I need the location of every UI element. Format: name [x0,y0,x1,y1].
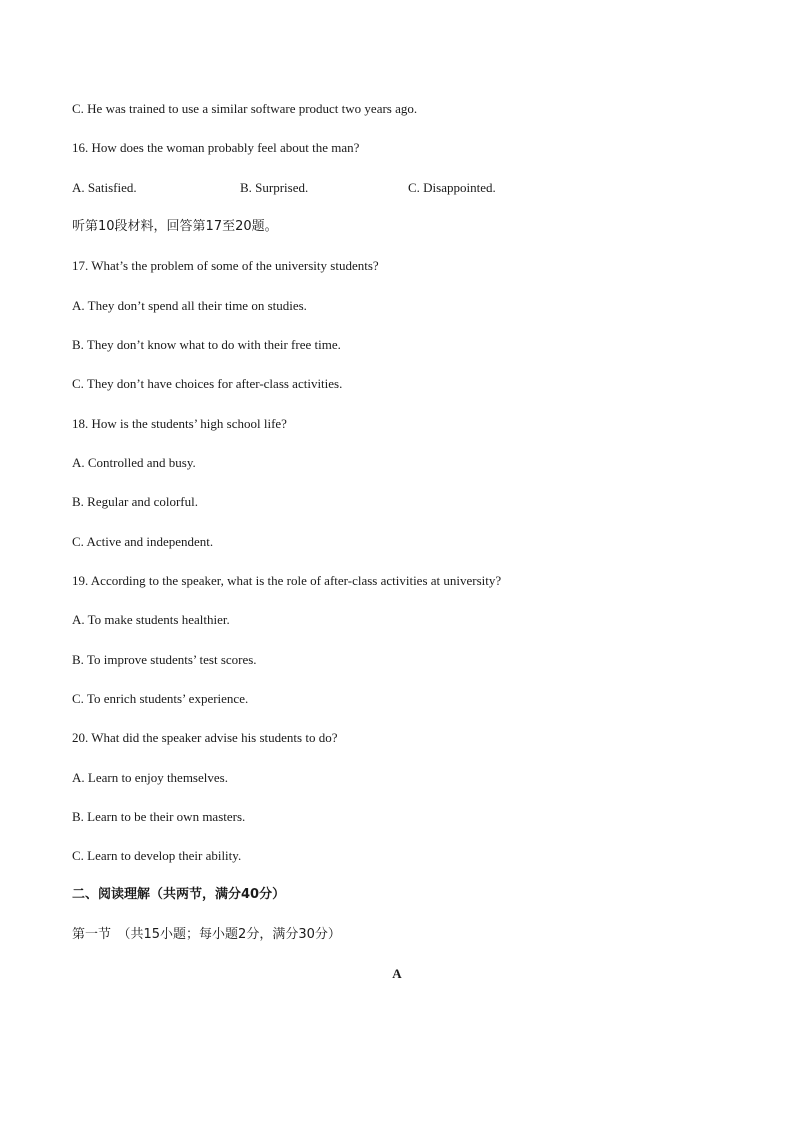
q16-option-a: A. Satisfied. [72,180,137,195]
q18-option-b: B. Regular and colorful. [72,494,198,509]
question-19: 19. According to the speaker, what is the role of after-class activities at university? [72,573,502,588]
q18-option-c: C. Active and independent. [72,534,214,549]
q16-option-b: B. Surprised. [240,180,309,195]
q18-option-a: A. Controlled and busy. [72,455,196,470]
q17-option-c: C. They don’t have choices for after-class activities. [72,376,343,391]
section-10-intro: 听第10段材料，回答第17至20题。 [72,219,278,234]
q19-option-b: B. To improve students’ test scores. [72,652,257,667]
q20-option-b: B. Learn to be their own masters. [72,809,246,824]
q20-option-a: A. Learn to enjoy themselves. [72,770,228,785]
part-2-heading: 二、阅读理解（共两节，满分40分） [72,887,286,902]
q19-option-c: C. To enrich students’ experience. [72,691,249,706]
passage-label: A [392,966,402,981]
q17-option-a: A. They don’t spend all their time on studies. [72,298,307,313]
question-17: 17. What’s the problem of some of the university students? [72,258,379,273]
question-20: 20. What did the speaker advise his students to do? [72,730,338,745]
q15-option-c: C. He was trained to use a similar software product two years ago. [72,101,418,116]
question-16-options [72,180,672,196]
q19-option-a: A. To make students healthier. [72,612,230,627]
q20-option-c: C. Learn to develop their ability. [72,848,242,863]
question-18: 18. How is the students’ high school life? [72,416,287,431]
section-1-heading: 第一节 （共15小题；每小题2分，满分30分） [72,927,341,942]
q17-option-b: B. They don’t know what to do with their free time. [72,337,341,352]
q16-option-c: C. Disappointed. [408,180,496,195]
question-16: 16. How does the woman probably feel about the man? [72,140,360,155]
